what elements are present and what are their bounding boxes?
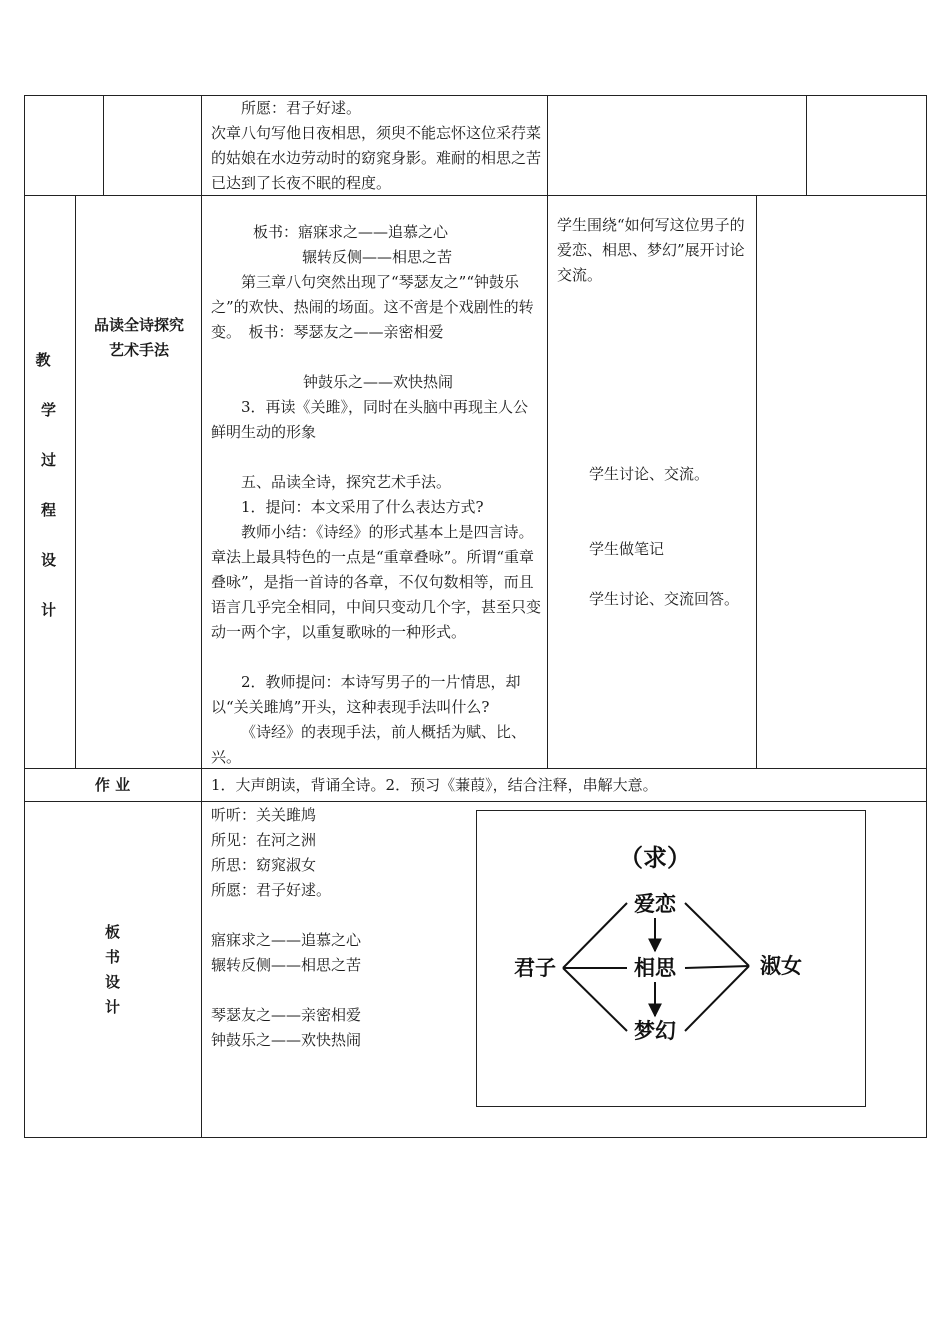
section-label-char: 过	[41, 451, 57, 469]
student-activity-2: 学生讨论、交流。	[589, 465, 710, 483]
rule	[103, 95, 104, 195]
section-label-char: 计	[41, 601, 57, 619]
diagram-line-left-dream	[563, 968, 627, 1031]
board-label-char: 板	[104, 923, 120, 941]
teacher-paragraph-reread: 3．再读《关雎》，同时在头脑中再现主人公鲜明生动的形象	[211, 398, 529, 441]
board-line: 寤寐求之——追慕之心	[211, 931, 362, 949]
diagram-dream-label: 梦幻	[634, 1019, 676, 1043]
rule	[24, 1137, 926, 1138]
rule	[547, 95, 548, 768]
teacher-question-1: 1．提问：本文采用了什么表达方式?	[241, 498, 484, 516]
rule	[806, 95, 807, 195]
diagram-top-label: （求）	[619, 844, 691, 872]
rule	[24, 801, 926, 802]
board-label-char: 计	[104, 998, 120, 1016]
rule	[926, 95, 927, 1138]
board-line: 所愿：君子好逑。	[211, 881, 332, 899]
board-note-1: 板书：寤寐求之——追慕之心	[253, 223, 449, 241]
board-line: 所见：在河之洲	[211, 831, 317, 849]
board-note-3: 钟鼓乐之——欢快热闹	[303, 373, 454, 391]
stage-label	[80, 313, 198, 363]
diagram-line-left-love	[563, 903, 627, 968]
diagram-line-right-dream	[685, 966, 749, 1031]
stage-label-line: 艺术手法	[108, 341, 169, 359]
rule	[201, 95, 202, 1138]
board-line: 辗转反侧——相思之苦	[211, 956, 362, 974]
diagram-love-label: 爱恋	[634, 892, 676, 916]
teacher-summary: 教师小结：《诗经》的形式基本上是四言诗。章法上最具特色的一点是“重章叠咏”。所谓“重章叠咏”，是指一首诗的各章，不仅句数相等，而且语言几乎完全相同，中间只变动几个字，甚至只变动一两个字，以重复歌咏的一种形式。	[211, 523, 542, 641]
board-diagram	[476, 810, 866, 1107]
diagram-think-label: 相思	[634, 956, 676, 980]
teacher-heading-step5: 五、品读全诗，探究艺术手法。	[241, 473, 452, 491]
board-design-label	[24, 920, 201, 1020]
section-label-char: 设	[41, 551, 57, 569]
section-label-char: 教	[35, 351, 51, 369]
homework-content: 1．大声朗读，背诵全诗。2．预习《蒹葭》，结合注释，串解大意。	[211, 776, 658, 794]
board-label-char: 书	[104, 948, 120, 966]
teacher-question-2: 2．教师提问：本诗写男子的一片情思，却以“关关雎鸠”开头，这种表现手法叫什么?	[211, 673, 521, 716]
student-activity-1: 学生围绕“如何写这位男子的爱恋、相思、梦幻”展开讨论交流。	[557, 216, 745, 284]
diagram-line-right-love	[685, 903, 749, 966]
diagram-right-label: 淑女	[760, 954, 802, 978]
rule	[756, 195, 757, 768]
row-top-paragraph: 次章八句写他日夜相思，须臾不能忘怀这位采荇菜的姑娘在水边劳动时的窈窕身影。难耐的相思之苦已达到了长夜不眠的程度。	[211, 124, 542, 192]
row-top-line-1: 所愿：君子好逑。	[241, 99, 362, 117]
teacher-paragraph-chapter3: 第三章八句突然出现了“琴瑟友之”“钟鼓乐之”的欢快、热闹的场面。这不啻是个戏剧性的转变。 板书：琴瑟友之——亲密相爱	[211, 273, 534, 341]
board-line: 钟鼓乐之——欢快热闹	[211, 1031, 362, 1049]
board-note-2: 辗转反侧——相思之苦	[302, 248, 453, 266]
section-label-process	[33, 335, 57, 635]
teacher-note-fubixing: 《诗经》的表现手法，前人概括为赋、比、兴。	[211, 723, 527, 766]
student-activity-4: 学生讨论、交流回答。	[589, 590, 740, 608]
rule	[75, 195, 76, 768]
student-activity-3: 学生做笔记	[589, 540, 665, 558]
board-line: 琴瑟友之——亲密相爱	[211, 1006, 362, 1024]
board-line: 听听：关关雎鸠	[211, 806, 317, 824]
homework-label: 作 业	[94, 776, 131, 794]
diagram-line-right-think	[685, 966, 749, 968]
stage-label-line: 品读全诗探究	[93, 316, 184, 334]
section-label-char: 程	[41, 501, 57, 519]
board-line: 所思：窈窕淑女	[211, 856, 317, 874]
board-label-char: 设	[104, 973, 120, 991]
section-label-char: 学	[41, 401, 57, 419]
diagram-left-label: 君子	[514, 956, 556, 980]
board-diagram-svg	[477, 811, 867, 1108]
